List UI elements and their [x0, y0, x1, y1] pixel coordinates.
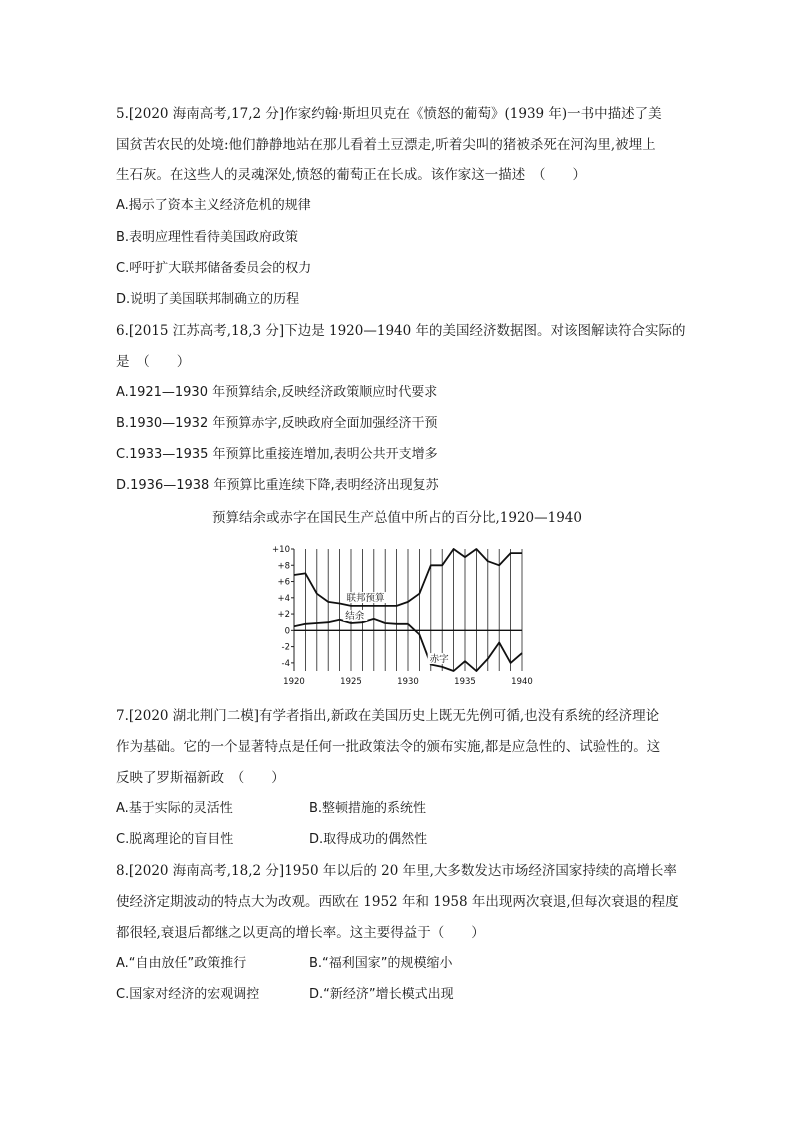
- q6-option-c: C.1933—1935 年预算比重接连增加,表明公共开支增多: [116, 447, 438, 462]
- q7-stem-line-2: 作为基础。它的一个显著特点是任何一批政策法令的颁布实施,都是应急性的、试验性的。这: [116, 739, 661, 755]
- q8-stem-line-1: 8.[2020 海南高考,18,2 分]1950 年以后的 20 年里,大多数发达市场经济国家持续的高增长率: [116, 863, 677, 879]
- q6-stem-line-1: 6.[2015 江苏高考,18,3 分]下边是 1920—1940 年的美国经济数据图。对该图解读符合实际的: [116, 323, 686, 339]
- q6-option-d: D.1936—1938 年预算比重连续下降,表明经济出现复苏: [116, 478, 439, 493]
- q7-option-d: D.取得成功的偶然性: [309, 832, 428, 847]
- q5-option-c: C.呼吁扩大联邦储备委员会的权力: [116, 261, 312, 276]
- q7-option-b: B.整顿措施的系统性: [309, 801, 427, 816]
- x-tick-label-2: 1930: [397, 677, 419, 687]
- q7-stem-line-3: 反映了罗斯福新政 （ ）: [116, 770, 285, 786]
- y-tick-label-0: +10: [272, 545, 290, 555]
- q6-option-b: B.1930—1932 年预算赤字,反映政府全面加强经济干预: [116, 416, 438, 431]
- x-tick-label-3: 1935: [454, 677, 476, 687]
- q8-option-b: B.“福利国家”的规模缩小: [309, 956, 453, 971]
- q6-option-a: A.1921—1930 年预算结余,反映经济政策顺应时代要求: [116, 385, 438, 400]
- q5-stem-line-2: 国贫苦农民的处境:他们静静地站在那儿看着土豆漂走,听着尖叫的猪被杀死在河沟里,被埋上: [116, 137, 656, 153]
- y-tick-label-5: 0: [284, 626, 290, 637]
- budget-chart: [258, 538, 538, 688]
- q5-option-a: A.揭示了资本主义经济危机的规律: [116, 198, 311, 213]
- y-tick-label-7: -4: [281, 658, 290, 669]
- q5-stem-line-1: 5.[2020 海南高考,17,2 分]作家约翰·斯坦贝克在《愤怒的葡萄》(1939 年)一书中描述了美: [116, 106, 662, 122]
- q6-stem-line-2: 是 （ ）: [116, 354, 191, 370]
- q7-option-a: A.基于实际的灵活性: [116, 801, 233, 816]
- q7-stem-line-1: 7.[2020 湖北荆门二模]有学者指出,新政在美国历史上既无先例可循,也没有系统的经济理论: [116, 708, 660, 724]
- x-tick-label-0: 1920: [283, 677, 305, 687]
- q5-option-d: D.说明了美国联邦制确立的历程: [116, 292, 300, 307]
- q8-option-c: C.国家对经济的宏观调控: [116, 987, 260, 1002]
- q8-stem-line-2: 使经济定期波动的特点大为改观。西欧在 1952 年和 1958 年出现两次衰退,但每次衰退的程度: [116, 894, 679, 910]
- q7-option-c: C.脱离理论的盲目性: [116, 832, 234, 847]
- annotation-1: 结余: [345, 610, 365, 622]
- q8-option-a: A.“自由放任”政策推行: [116, 956, 247, 971]
- y-tick-label-1: +8: [277, 561, 290, 572]
- y-tick-label-2: +6: [277, 577, 290, 588]
- q8-stem-line-3: 都很轻,衰退后都继之以更高的增长率。这主要得益于（ ）: [116, 925, 485, 941]
- y-tick-label-6: -2: [281, 642, 290, 653]
- x-tick-label-4: 1940: [511, 677, 533, 687]
- chart-title: 预算结余或赤字在国民生产总值中所占的百分比,1920—1940: [211, 510, 582, 526]
- annotation-0: 联邦预算: [346, 593, 385, 605]
- x-tick-label-1: 1925: [340, 677, 362, 687]
- y-tick-label-4: +2: [277, 610, 290, 621]
- annotation-2: 赤字: [429, 654, 449, 666]
- q5-stem-line-3: 生石灰。在这些人的灵魂深处,愤怒的葡萄正在长成。该作家这一描述 （ ）: [116, 167, 587, 183]
- q5-option-b: B.表明应理性看待美国政府政策: [116, 230, 299, 245]
- y-tick-label-3: +4: [277, 593, 290, 604]
- q8-option-d: D.“新经济”增长模式出现: [309, 987, 454, 1002]
